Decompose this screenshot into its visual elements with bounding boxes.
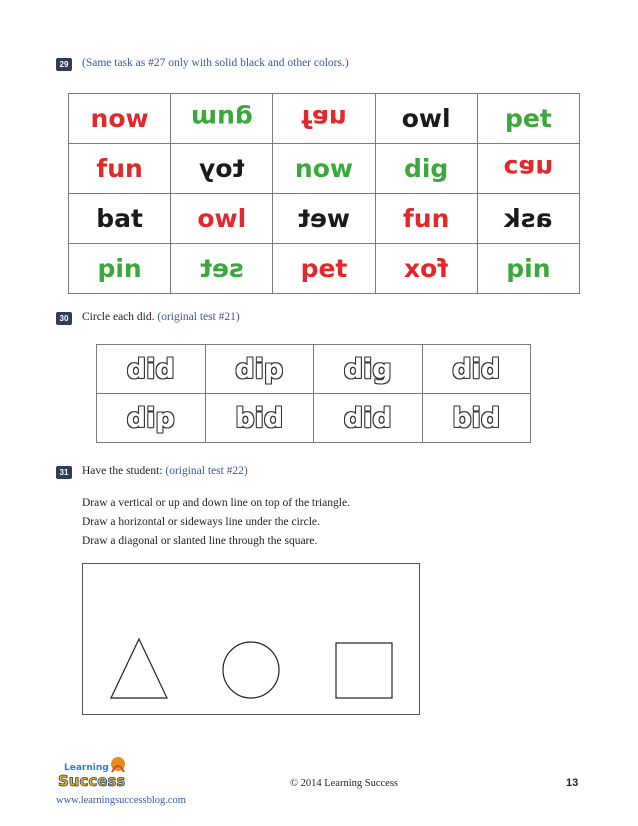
instruction-line-3: Draw a diagonal or slanted line through the square. xyxy=(82,535,318,547)
word-text: owl xyxy=(197,204,247,233)
outline-word-text: dip xyxy=(126,402,175,434)
outline-word-text: did xyxy=(126,353,175,385)
word-cell xyxy=(477,144,579,194)
circle-shape xyxy=(223,642,279,698)
outline-word-text: bid xyxy=(235,402,284,434)
outline-word-text: dig xyxy=(343,353,392,385)
word-grid-row xyxy=(69,244,580,294)
outline-word-cell[interactable] xyxy=(205,345,314,394)
footer-copyright: © 2014 Learning Success xyxy=(290,778,398,789)
word-text: ask xyxy=(504,204,553,233)
question-30-instruction: Circle each did. xyxy=(82,311,155,323)
word-text: fox xyxy=(404,254,449,283)
word-grid-outlined xyxy=(96,344,531,443)
word-cell xyxy=(69,244,171,294)
shapes-drawing xyxy=(83,564,419,714)
word-cell xyxy=(171,144,273,194)
word-text: now xyxy=(294,154,353,183)
logo-word-learning: Learning xyxy=(64,763,109,773)
outline-word-cell[interactable] xyxy=(422,394,531,443)
word-cell xyxy=(477,194,579,244)
word-cell xyxy=(171,194,273,244)
word-cell xyxy=(69,144,171,194)
word-text: fan xyxy=(301,104,347,133)
outline-word-cell[interactable] xyxy=(422,345,531,394)
word-text: dig xyxy=(403,154,449,183)
word-text: fun xyxy=(402,204,450,233)
word-cell xyxy=(273,194,375,244)
word-text: pin xyxy=(506,254,551,283)
word-text: can xyxy=(503,154,554,183)
question-29-text: (Same task as #27 only with solid black and other colors.) xyxy=(82,57,349,69)
outline-word-cell[interactable] xyxy=(314,394,423,443)
word-cell xyxy=(477,244,579,294)
word-cell xyxy=(273,244,375,294)
outline-word-cell[interactable] xyxy=(97,345,206,394)
instruction-line-2: Draw a horizontal or sideways line under the circle. xyxy=(82,516,320,528)
word-text: wet xyxy=(297,204,350,233)
word-text: pet xyxy=(504,104,552,133)
footer-url[interactable]: www.learningsuccessblog.com xyxy=(56,795,186,806)
logo-graphic xyxy=(56,752,128,792)
question-number-31: 31 xyxy=(56,466,72,479)
word-cell xyxy=(375,194,477,244)
word-text: set xyxy=(199,254,244,283)
word-text: fun xyxy=(96,154,143,183)
question-30-reference: (original test #21) xyxy=(157,311,240,323)
word-cell xyxy=(273,94,375,144)
outline-word-cell[interactable] xyxy=(314,345,423,394)
outline-grid-row xyxy=(97,394,531,443)
word-text: bat xyxy=(96,204,143,233)
word-text: pin xyxy=(97,254,142,283)
word-cell xyxy=(477,94,579,144)
question-31-text xyxy=(82,465,248,477)
question-number-30: 30 xyxy=(56,312,72,325)
outline-word-text: bid xyxy=(452,402,501,434)
outline-word-text: dip xyxy=(235,353,284,385)
word-cell xyxy=(273,144,375,194)
word-cell xyxy=(69,94,171,144)
shapes-box xyxy=(82,563,420,715)
question-number-29: 29 xyxy=(56,58,72,71)
outline-word-cell[interactable] xyxy=(97,394,206,443)
learning-success-logo xyxy=(56,752,128,792)
page-number: 13 xyxy=(566,777,579,789)
word-cell xyxy=(375,94,477,144)
word-cell xyxy=(69,194,171,244)
word-cell xyxy=(171,244,273,294)
outline-grid-row xyxy=(97,345,531,394)
instruction-line-1: Draw a vertical or up and down line on top of the triangle. xyxy=(82,497,350,509)
word-grid-row xyxy=(69,94,580,144)
word-text: now xyxy=(90,104,149,133)
word-cell xyxy=(171,94,273,144)
word-text: gum xyxy=(190,104,253,133)
outline-word-cell[interactable] xyxy=(205,394,314,443)
word-text: pet xyxy=(300,254,348,283)
word-grid-row xyxy=(69,144,580,194)
word-grid-colored xyxy=(68,93,580,294)
word-text: owl xyxy=(401,104,451,133)
question-30-text xyxy=(82,311,240,323)
logo-word-success: Success xyxy=(58,772,126,790)
word-cell xyxy=(375,244,477,294)
outline-word-text: did xyxy=(452,353,501,385)
question-31-instruction: Have the student: xyxy=(82,465,163,477)
square-shape xyxy=(336,643,392,698)
triangle-shape xyxy=(111,639,167,698)
question-31-reference: (original test #22) xyxy=(165,465,248,477)
word-text: toy xyxy=(199,154,245,183)
word-cell xyxy=(375,144,477,194)
outline-word-text: did xyxy=(343,402,392,434)
word-grid-row xyxy=(69,194,580,244)
